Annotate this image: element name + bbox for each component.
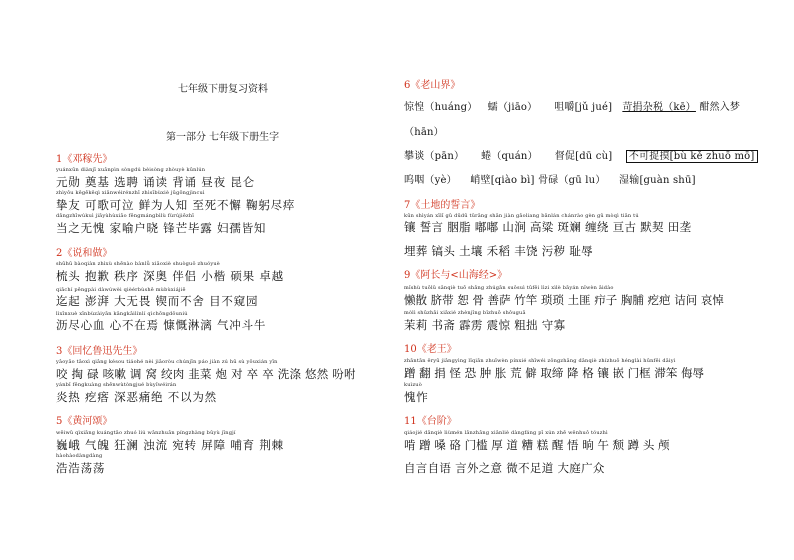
word-row: 咬 掏 碌 咳嗽 调 窝 绞肉 韭菜 炮 对 卒 卒 洗涤 悠然 吩咐 xyxy=(56,367,356,381)
vocab-item: 督促[dū cù] xyxy=(554,151,613,162)
part-title: 第一部分 七年级下册生字 xyxy=(166,132,280,143)
section-title-7: 7《土地的誓言》 xyxy=(404,200,481,211)
word-row: 自言自语 言外之意 微不足道 大庭广众 xyxy=(404,461,605,475)
pinyin-row: hàohàodàngdàng xyxy=(56,453,103,459)
pinyin-row: yánbǐ fēngkuàng shēnwùtòngjué bùyǐwéirán xyxy=(56,382,177,388)
vocab-item: 骨碌（gū lu） xyxy=(538,175,606,186)
word-row: 沥尽心血 心不在焉 慷慨淋漓 气冲斗牛 xyxy=(56,318,267,332)
section-title-10: 10《老王》 xyxy=(404,344,457,355)
word-row: 愧怍 xyxy=(404,390,429,404)
word-row: 巍峨 气魄 狂澜 浊流 宛转 屏障 哺育 荆棘 xyxy=(56,438,284,452)
vocab-item: 蜷（quán） xyxy=(481,151,538,162)
pinyin-row: mǐshù tuōlǔ sǎnqiè tuō shāng zhúgān suǒsuì tǔfěi lìzi xìlè bāyán nǐwèn āidào xyxy=(404,285,614,291)
vocab-item: 峭壁[qiào bì] xyxy=(470,175,535,186)
pinyin-row: zhāntān ěryū jiǎngyìng lǐqiān zhuīwèn pínxié shīwéi zǒngzhǎng dǎnqiè zhízhuō hénglài hūnfēi dǎiyì xyxy=(404,358,676,364)
word-row: 迄起 澎湃 大无畏 锲而不舍 目不窥园 xyxy=(56,294,259,308)
section-title-3: 3《回忆鲁迅先生》 xyxy=(56,346,143,357)
section-title-2: 2《说和做》 xyxy=(56,248,113,259)
pinyin-row: mòlì shūzhāi xiāxié zhènjǐng bǐzhuō shǒuguǎ xyxy=(404,310,526,316)
vocab-item: 呜咽（yè） xyxy=(404,175,457,186)
section-title-5: 5《黄河颂》 xyxy=(56,416,113,427)
vocab-item-boxed: 不可捉摸[bù kě zhuō mō] xyxy=(626,150,758,163)
word-row: 镶 誓言 胭脂 嘟嘟 山涧 高粱 斑斓 缠绕 亘古 默契 田垄 xyxy=(404,220,692,234)
vocab-item: 惊惶（huáng） xyxy=(404,102,478,113)
word-row: 埋葬 镐头 土壤 禾稻 丰饶 污秽 耻辱 xyxy=(404,244,593,258)
vocab-item: 湿输[guàn shū] xyxy=(619,175,696,186)
section-title-11: 11《台阶》 xyxy=(404,416,457,427)
word-row: 炎热 疙瘩 深恶痛绝 不以为然 xyxy=(56,390,217,404)
vocab-line: （hān） xyxy=(404,127,444,138)
pinyin-row: dāngzhīwúkuì jiāyùhùxiǎo fēngmángbìlù fùrújiēzhī xyxy=(56,213,195,219)
pinyin-row: yuánxūn diànjī xuǎnpìn sòngdú bèisòng zhòuyè kūnlún xyxy=(56,167,206,173)
vocab-item-underlined: 苛捐杂税（kē） xyxy=(622,102,696,113)
word-row: 浩浩荡荡 xyxy=(56,461,106,475)
pinyin-row: kūn shìyán xīlǐ gǔ dūdū tǔrǎng shān jiàn gāoliang bānlán chánrào gèn gǔ mòqì tiān tú xyxy=(404,213,639,219)
pinyin-row: lìxīnxuè xīnbùzàiyān kāngkǎilínlí qìchōngdǒuniú xyxy=(56,311,188,317)
pinyin-row: wēiwǔ qìxiāng kuángtāo zhuó liú wǎnzhuǎn píngzhàng bǔyù jīngjí xyxy=(56,430,236,436)
document-title: 七年级下册复习资料 xyxy=(178,84,268,95)
section-title-9: 9《阿长与<山海经>》 xyxy=(404,270,508,281)
pinyin-row: zhìyǒu kěgēkěqì xiānwéirénzhī zhìsǐbùxiè jūgōngjìncuì xyxy=(56,190,205,196)
word-row: 茉莉 书斋 霹雳 震惊 粗拙 守寡 xyxy=(404,318,566,332)
word-row: 当之无愧 家喻户晓 锋芒毕露 妇孺皆知 xyxy=(56,221,267,235)
word-row: 啃 蹭 嗓 硌 门槛 厚 道 糟 糕 醒 悟 晌 午 颓 蹲 头 颅 xyxy=(404,438,670,452)
vocab-line xyxy=(404,147,758,162)
pinyin-row: qiáojié dǎnqiè liùmén lǎnzhǎng xiānliè dàngfáng pī xún zhē wěnhuǒ tóuzhì xyxy=(404,430,608,436)
word-row: 元勋 奠基 选聘 诵读 背诵 昼夜 昆仑 xyxy=(56,175,255,189)
vocab-line xyxy=(404,98,740,113)
word-row: 蹭 翻 捐 怪 恐 肿 胀 荒 僻 取缔 降 格 镶 嵌 门框 滞笨 侮辱 xyxy=(404,366,704,380)
vocab-line xyxy=(404,171,696,186)
section-title-1: 1《邓稼先》 xyxy=(56,154,113,165)
pinyin-row: shūhū bàoqiàn zhìxù shēnào bànlǚ xiǎoxiè shuòguǒ zhuóyuè xyxy=(56,261,220,267)
vocab-item: 酣然入梦 xyxy=(699,102,741,113)
word-row: 梳头 抱歉 秩序 深奥 伴侣 小楷 硕果 卓越 xyxy=(56,269,284,283)
vocab-item: 咀嚼[jǔ jué] xyxy=(554,102,613,113)
vocab-item: 蠕（jiāo） xyxy=(487,102,538,113)
pinyin-row: kuìzuò xyxy=(404,382,422,388)
word-row: 挚友 可歌可泣 鲜为人知 至死不懈 鞠躬尽瘁 xyxy=(56,198,296,212)
vocab-item: 攀谈（pān） xyxy=(404,151,465,162)
section-title-6: 6《老山界》 xyxy=(404,80,461,91)
pinyin-row: qiāchí pēngpài dàwúwèi qièérbùshě mùbùxiájiē xyxy=(56,287,186,293)
word-row: 懒散 脐带 恕 骨 善萨 竹竿 琐琐 土匪 疖子 胸脯 疙疤 诘问 哀悼 xyxy=(404,293,724,307)
pinyin-row: yǎoyǎo tāoxì qiǎng késou tiáohé nèi jiǎoròu chúnjīn páo jiàn zú hū sù yōuxián yīn xyxy=(56,359,278,365)
